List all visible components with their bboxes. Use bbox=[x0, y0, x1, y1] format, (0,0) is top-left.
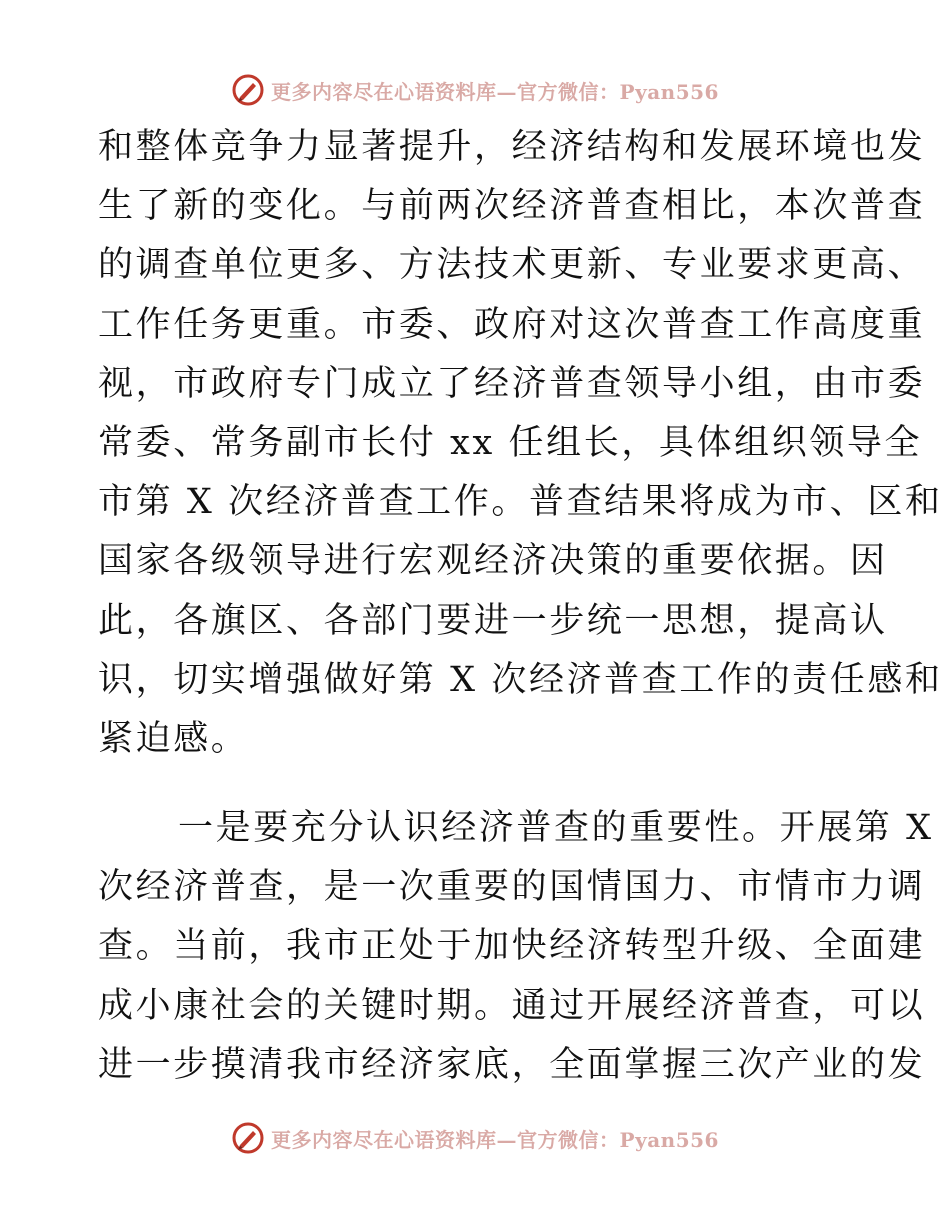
document-body bbox=[98, 118, 943, 1095]
text-line-13: 次经济普查，是一次重要的国情国力、市情市力调 bbox=[98, 867, 926, 908]
text-line-4: 工作任务更重。市委、政府对这次普查工作高度重 bbox=[98, 304, 926, 345]
text-line-6: 常委、常务副市长付 xx 任组长，具体组织领导全 bbox=[98, 422, 923, 463]
watermark-text: 更多内容尽在心语资料库—官方微信：Pyan556 bbox=[271, 79, 719, 104]
text-line-1: 和整体竞争力显著提升，经济结构和发展环境也发 bbox=[98, 127, 926, 167]
red-circular-pen-logo-icon bbox=[231, 73, 265, 107]
text-line-5: 视，市政府专门成立了经济普查领导小组，由市委 bbox=[98, 363, 926, 404]
text-line-9: 此，各旗区、各部门要进一步统一思想，提高认 bbox=[98, 600, 888, 641]
text-line-12: 一是要充分认识经济普查的重要性。开展第 X bbox=[178, 808, 934, 849]
header-watermark bbox=[0, 70, 950, 110]
footer-watermark bbox=[0, 1118, 950, 1158]
red-circular-pen-logo-icon bbox=[231, 1121, 265, 1155]
text-line-2: 生了新的变化。与前两次经济普查相比，本次普查 bbox=[98, 186, 926, 227]
watermark-text: 更多内容尽在心语资料库—官方微信：Pyan556 bbox=[271, 1127, 719, 1152]
text-line-14: 查。当前，我市正处于加快经济转型升级、全面建 bbox=[98, 926, 926, 967]
text-line-15: 成小康社会的关键时期。通过开展经济普查，可以 bbox=[98, 985, 926, 1026]
paragraph-gap bbox=[98, 769, 858, 799]
text-line-3: 的调查单位更多、方法技术更新、专业要求更高、 bbox=[98, 245, 926, 286]
text-line-10: 识，切实增强做好第 X 次经济普查工作的责任感和 bbox=[98, 659, 943, 700]
text-line-8: 国家各级领导进行宏观经济决策的重要依据。因 bbox=[98, 541, 888, 582]
text-line-11: 紧迫感。 bbox=[98, 718, 249, 759]
text-line-7: 市第 X 次经济普查工作。普查结果将成为市、区和 bbox=[98, 482, 943, 523]
text-line-16: 进一步摸清我市经济家底，全面掌握三次产业的发 bbox=[98, 1044, 926, 1085]
